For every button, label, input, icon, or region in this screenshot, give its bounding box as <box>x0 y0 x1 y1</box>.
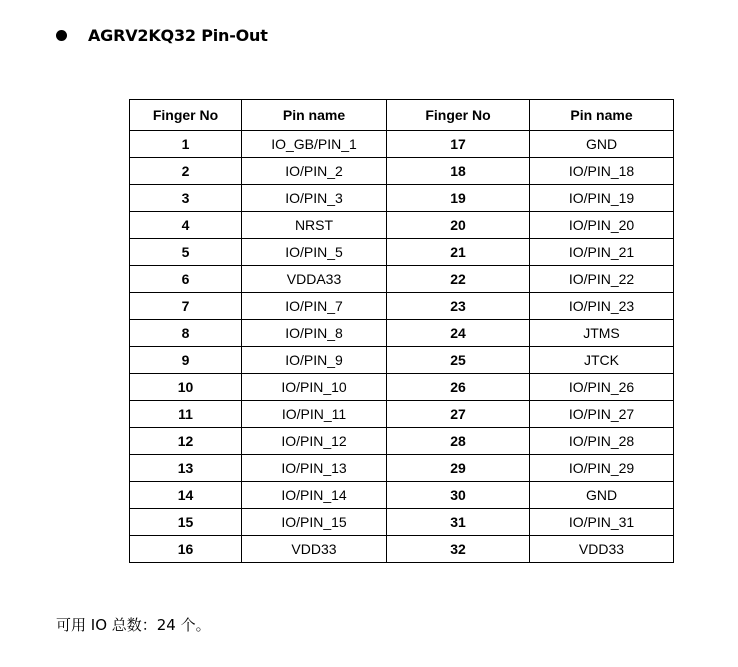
cell-finger-no-left: 16 <box>130 536 242 563</box>
cell-pin-name-left: NRST <box>242 212 387 239</box>
cell-finger-no-right: 29 <box>387 455 530 482</box>
cell-finger-no-left: 6 <box>130 266 242 293</box>
cell-pin-name-left: IO/PIN_15 <box>242 509 387 536</box>
table-row <box>130 455 674 482</box>
cell-finger-no-left: 8 <box>130 320 242 347</box>
table-row <box>130 185 674 212</box>
table-row <box>130 401 674 428</box>
cell-pin-name-right: JTCK <box>530 347 674 374</box>
cell-pin-name-right: IO/PIN_28 <box>530 428 674 455</box>
cell-pin-name-right: GND <box>530 131 674 158</box>
cell-pin-name-right: JTMS <box>530 320 674 347</box>
cell-finger-no-right: 32 <box>387 536 530 563</box>
cell-finger-no-left: 14 <box>130 482 242 509</box>
table-row <box>130 320 674 347</box>
section-heading <box>56 22 268 48</box>
cell-finger-no-right: 21 <box>387 239 530 266</box>
cell-pin-name-left: IO/PIN_5 <box>242 239 387 266</box>
table-row <box>130 347 674 374</box>
cell-pin-name-left: VDD33 <box>242 536 387 563</box>
cell-finger-no-left: 2 <box>130 158 242 185</box>
cell-finger-no-right: 31 <box>387 509 530 536</box>
cell-finger-no-right: 22 <box>387 266 530 293</box>
cell-pin-name-right: IO/PIN_23 <box>530 293 674 320</box>
table-row <box>130 509 674 536</box>
cell-pin-name-right: GND <box>530 482 674 509</box>
table-row <box>130 293 674 320</box>
cell-finger-no-right: 25 <box>387 347 530 374</box>
section-title: AGRV2KQ32 Pin-Out <box>88 25 268 45</box>
table-row <box>130 374 674 401</box>
cell-finger-no-right: 20 <box>387 212 530 239</box>
cell-finger-no-right: 17 <box>387 131 530 158</box>
cell-finger-no-left: 15 <box>130 509 242 536</box>
cell-pin-name-right: IO/PIN_20 <box>530 212 674 239</box>
cell-finger-no-left: 9 <box>130 347 242 374</box>
cell-finger-no-right: 19 <box>387 185 530 212</box>
header-pin-name-right: Pin name <box>530 100 674 131</box>
cell-finger-no-left: 11 <box>130 401 242 428</box>
cell-pin-name-left: IO_GB/PIN_1 <box>242 131 387 158</box>
cell-pin-name-left: IO/PIN_2 <box>242 158 387 185</box>
cell-finger-no-left: 4 <box>130 212 242 239</box>
table-row <box>130 536 674 563</box>
cell-pin-name-right: IO/PIN_31 <box>530 509 674 536</box>
cell-pin-name-right: IO/PIN_21 <box>530 239 674 266</box>
cell-pin-name-left: IO/PIN_12 <box>242 428 387 455</box>
table-body <box>130 131 674 563</box>
cell-pin-name-right: IO/PIN_22 <box>530 266 674 293</box>
cell-pin-name-right: IO/PIN_18 <box>530 158 674 185</box>
cell-pin-name-left: IO/PIN_7 <box>242 293 387 320</box>
cell-finger-no-right: 23 <box>387 293 530 320</box>
cell-finger-no-right: 18 <box>387 158 530 185</box>
cell-finger-no-left: 10 <box>130 374 242 401</box>
cell-finger-no-left: 5 <box>130 239 242 266</box>
table-header-row <box>130 100 674 131</box>
cell-pin-name-left: IO/PIN_14 <box>242 482 387 509</box>
pinout-table <box>129 99 674 563</box>
cell-finger-no-left: 1 <box>130 131 242 158</box>
table-row <box>130 482 674 509</box>
header-finger-no-right: Finger No <box>387 100 530 131</box>
cell-pin-name-left: IO/PIN_13 <box>242 455 387 482</box>
bullet-icon <box>56 30 67 41</box>
cell-pin-name-left: IO/PIN_8 <box>242 320 387 347</box>
table-row <box>130 212 674 239</box>
io-count-note: 可用 IO 总数：24 个。 <box>56 616 211 634</box>
table-row <box>130 158 674 185</box>
cell-pin-name-right: VDD33 <box>530 536 674 563</box>
cell-finger-no-right: 26 <box>387 374 530 401</box>
cell-pin-name-left: IO/PIN_11 <box>242 401 387 428</box>
cell-finger-no-right: 28 <box>387 428 530 455</box>
cell-pin-name-left: VDDA33 <box>242 266 387 293</box>
cell-finger-no-left: 7 <box>130 293 242 320</box>
table-row <box>130 428 674 455</box>
table-row <box>130 131 674 158</box>
cell-pin-name-right: IO/PIN_27 <box>530 401 674 428</box>
cell-pin-name-left: IO/PIN_10 <box>242 374 387 401</box>
header-pin-name-left: Pin name <box>242 100 387 131</box>
cell-pin-name-right: IO/PIN_29 <box>530 455 674 482</box>
cell-finger-no-left: 12 <box>130 428 242 455</box>
cell-finger-no-left: 3 <box>130 185 242 212</box>
cell-finger-no-left: 13 <box>130 455 242 482</box>
cell-pin-name-left: IO/PIN_9 <box>242 347 387 374</box>
cell-finger-no-right: 27 <box>387 401 530 428</box>
cell-finger-no-right: 30 <box>387 482 530 509</box>
cell-pin-name-right: IO/PIN_19 <box>530 185 674 212</box>
table-row <box>130 266 674 293</box>
table-row <box>130 239 674 266</box>
cell-pin-name-left: IO/PIN_3 <box>242 185 387 212</box>
header-finger-no-left: Finger No <box>130 100 242 131</box>
cell-pin-name-right: IO/PIN_26 <box>530 374 674 401</box>
cell-finger-no-right: 24 <box>387 320 530 347</box>
